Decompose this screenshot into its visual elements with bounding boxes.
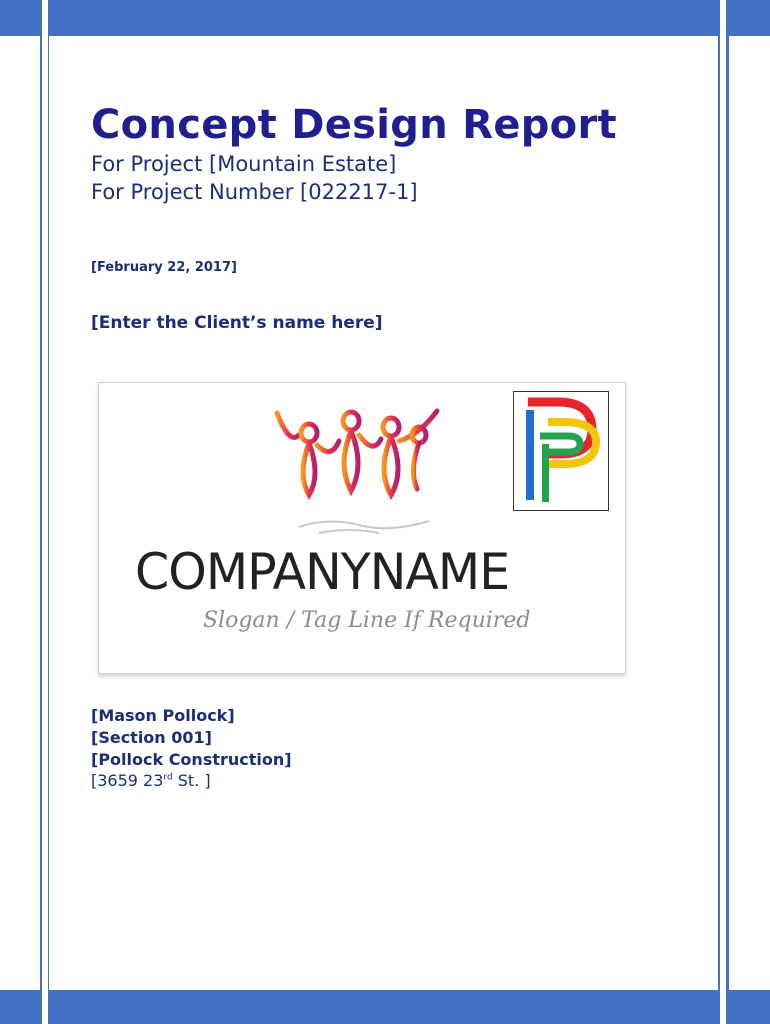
author-company: [Pollock Construction] (91, 750, 292, 769)
author-section: [Section 001] (91, 728, 212, 747)
project-name: For Project [Mountain Estate] (91, 152, 397, 176)
p-logo-icon (513, 391, 609, 511)
people-logo-icon (269, 405, 459, 545)
client-name: [Enter the Client’s name here] (91, 313, 383, 333)
report-date: [February 22, 2017] (91, 260, 237, 275)
top-blue-band (0, 0, 770, 36)
bottom-blue-band (0, 990, 770, 1024)
project-number: For Project Number [022217-1] (91, 180, 418, 204)
slogan-text: Slogan / Tag Line If Required (203, 608, 531, 633)
right-border-line (726, 0, 729, 1024)
author-address: [3659 23rd St. ] (91, 771, 211, 790)
company-name-text: COMPANYNAME (135, 543, 510, 601)
report-title: Concept Design Report (91, 102, 617, 148)
author-name: [Mason Pollock] (91, 706, 235, 725)
company-logo-image (98, 382, 626, 674)
left-border-line-inner (48, 0, 49, 1024)
